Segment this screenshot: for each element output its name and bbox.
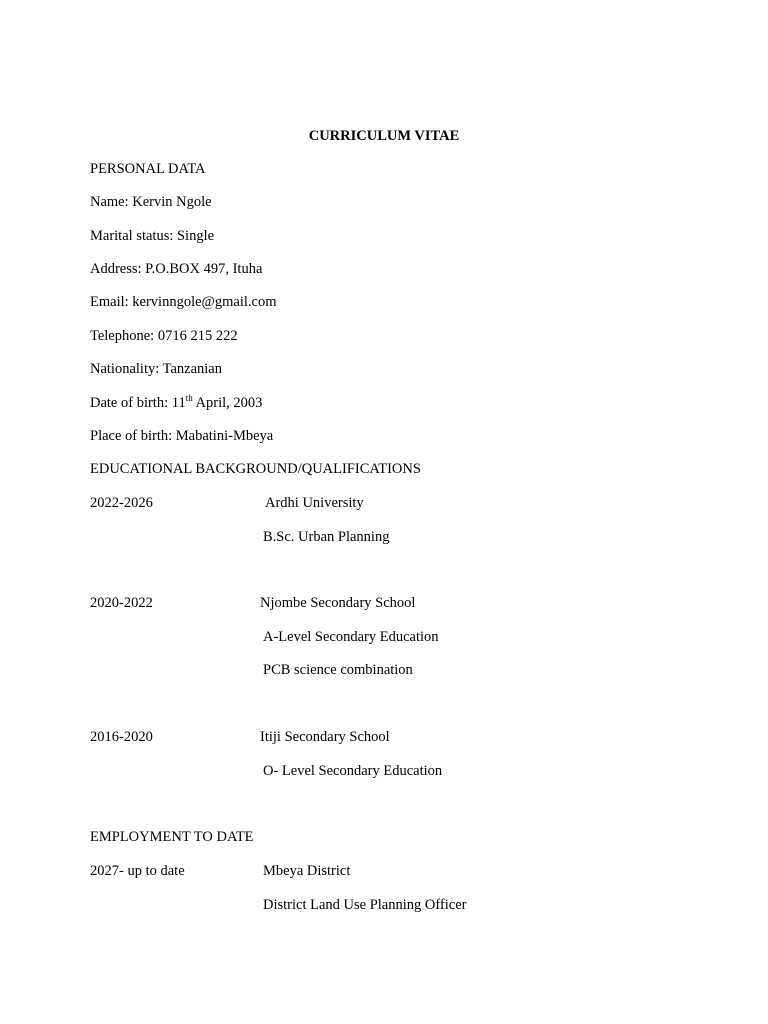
employment-heading: EMPLOYMENT TO DATE	[90, 829, 254, 845]
education-institution: Itiji Secondary School	[260, 729, 390, 745]
address-line: Address: P.O.BOX 497, Ituha	[90, 261, 263, 277]
employer: Mbeya District	[263, 863, 351, 879]
place-of-birth-line: Place of birth: Mabatini-Mbeya	[90, 428, 274, 444]
education-qualification: B.Sc. Urban Planning	[263, 529, 390, 545]
employment-years: 2027- up to date	[90, 863, 185, 879]
document-title: CURRICULUM VITAE	[308, 128, 460, 144]
education-institution: Ardhi University	[265, 495, 364, 511]
date-of-birth-line: Date of birth: 11th April, 2003	[90, 393, 263, 411]
education-years: 2016-2020	[90, 729, 153, 745]
name-line: Name: Kervin Ngole	[90, 194, 212, 210]
personal-data-heading: PERSONAL DATA	[90, 161, 206, 177]
education-qualification: A-Level Secondary Education	[263, 629, 439, 645]
telephone-line: Telephone: 0716 215 222	[90, 328, 238, 344]
education-years: 2022-2026	[90, 495, 153, 511]
education-combination: PCB science combination	[263, 662, 413, 678]
marital-status-line: Marital status: Single	[90, 228, 215, 244]
education-heading: EDUCATIONAL BACKGROUND/QUALIFICATIONS	[90, 461, 421, 477]
nationality-line: Nationality: Tanzanian	[90, 361, 222, 377]
education-institution: Njombe Secondary School	[260, 595, 416, 611]
job-title: District Land Use Planning Officer	[263, 897, 467, 913]
email-line: Email: kervinngole@gmail.com	[90, 294, 277, 310]
education-years: 2020-2022	[90, 595, 153, 611]
education-qualification: O- Level Secondary Education	[263, 763, 443, 779]
